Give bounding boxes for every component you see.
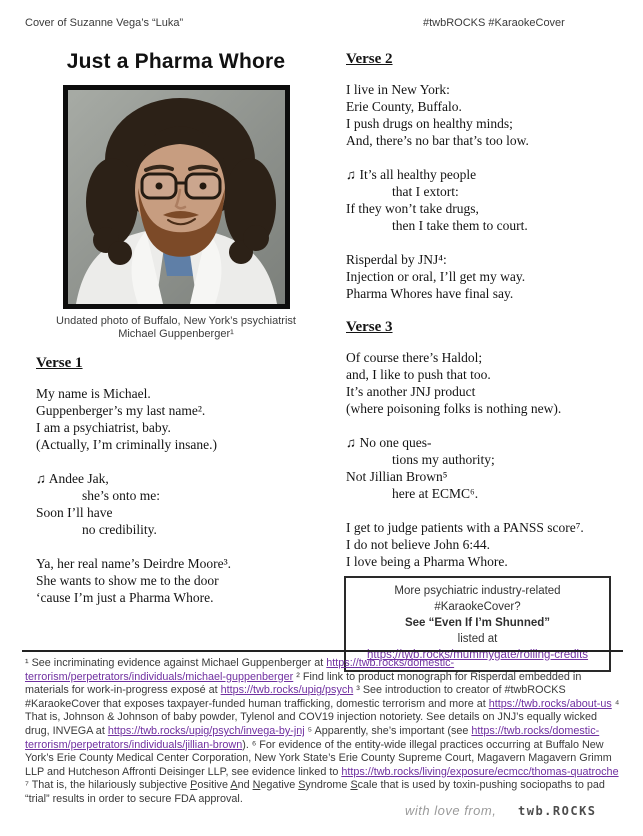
lyric-line: Guppenberger’s my last name². (36, 403, 206, 418)
stanza (346, 251, 632, 302)
footnote-text-segment: ositive (197, 779, 231, 792)
lyric-line: and, I like to push that too. (346, 367, 491, 382)
lyric-line: My name is Michael. (36, 386, 151, 401)
photo-caption (36, 315, 316, 341)
lyric-line: If they won’t take drugs, (346, 201, 479, 216)
footnote-separator (22, 650, 623, 652)
lyric-line: Of course there’s Haldol; (346, 350, 483, 365)
lyric-line: tions my authority; (392, 452, 495, 467)
lyric-line: Erie County, Buffalo. (346, 99, 462, 114)
verse-heading: Verse 3 (346, 319, 393, 335)
footnote-text-segment: A (230, 779, 238, 792)
promo-line3: listed at (457, 633, 498, 645)
photo-caption-line2: Michael Guppenberger¹ (118, 328, 234, 340)
footnote-link[interactable]: https://twb.rocks/upig/psych (220, 684, 354, 697)
lyric-line: here at ECMC⁶. (392, 486, 479, 501)
footer-tagline: with love from, (405, 803, 497, 818)
lyric-line: Injection or oral, I’ll get my way. (346, 269, 526, 284)
lyric-line: (Actually, I’m criminally insane.) (36, 437, 217, 452)
footnote-text-segment: yndrome (305, 779, 351, 792)
footnote-link[interactable]: https://twb.rocks/domestic-terrorism/perpetrators/individuals/jillian-brown (25, 724, 600, 751)
lyric-line: that I extort: (392, 184, 459, 199)
stanza (346, 519, 632, 570)
verse-heading: Verse 2 (346, 51, 393, 67)
stanza (346, 166, 632, 234)
footnote-text-segment: ⁷ That is, the hilariously subjective (25, 779, 191, 792)
footnote-text-segment: cale that is used by toxin-pushing sociopaths to pad “trial” results in order to secure FDA approval. (25, 779, 605, 805)
lyric-line: ♫ Andee Jak, (36, 471, 109, 486)
lyric-line: I am a psychiatrist, baby. (36, 420, 171, 435)
footnote-text-segment: S (298, 779, 306, 792)
lyric-line: ‘cause I’m just a Pharma Whore. (36, 590, 214, 605)
lyric-line: ♫ It’s all healthy people (346, 167, 477, 182)
verse-heading: Verse 1 (36, 355, 83, 371)
footnote-text-segment: ² Find link to product monograph for Risperdal embedded in materials for work-in-progress exposé at (25, 670, 582, 697)
stanza (346, 349, 632, 417)
footnote-link[interactable]: https://twb.rocks/upig/psych/invega-by-jnj (107, 724, 305, 737)
page-title: Just a Pharma Whore (66, 50, 286, 73)
promo-line1: More psychiatric industry-related #KaraokeCover? (394, 585, 561, 613)
verse-2 (346, 50, 632, 302)
psychiatrist-photo (63, 85, 290, 309)
stanza (36, 555, 328, 606)
lyric-line: Risperdal by JNJ⁴: (346, 252, 447, 267)
footnote-text-segment: N (252, 779, 261, 792)
footnote-text-segment: nd (237, 779, 253, 792)
footnote-text-segment: ). ⁶ For evidence of the entity-wide illegal practices occurring at Buffalo New York’s Erie County Medical Center Corporation, New York State’s Erie County Supreme Court, Magavern Magavern Grimm LLP and Hutcheson Affronti Deisinger LLP, see evidence linked to (25, 738, 612, 778)
footnote-text-segment: S (350, 779, 358, 792)
footnotes-text (25, 657, 622, 807)
footnote-link[interactable]: https://twb.rocks/domestic-terrorism/perpetrators/individuals/michael-guppenberger (25, 657, 455, 683)
lyric-line: Soon I’ll have (36, 505, 113, 520)
stanza (36, 385, 328, 453)
photo-caption-line1: Undated photo of Buffalo, New York’s psychiatrist (56, 315, 296, 327)
lyric-line: no credibility. (82, 522, 157, 537)
verse-1 (36, 354, 328, 606)
cover-attribution: Cover of Suzanne Vega’s “Luka” (25, 17, 184, 29)
eye-left (156, 183, 163, 190)
footer-brand: twb.ROCKS (518, 804, 597, 818)
lyric-line: (where poisoning folks is nothing new). (346, 401, 562, 416)
lyric-line: ♫ No one ques- (346, 435, 432, 450)
lyric-line: Pharma Whores have final say. (346, 286, 514, 301)
lyric-line: I love being a Pharma Whore. (346, 554, 508, 569)
lyric-line: I live in New York: (346, 82, 450, 97)
footnote-text-segment: ⁴ That is, Johnson & Johnson of baby powder, Tylenol and COV19 injection notoriety. See details on JNJ’s equally wicked drug, INVEGA at (25, 697, 620, 737)
footnote-text-segment: ¹ See incriminating evidence against Michael Guppenberger at (25, 657, 327, 669)
stanza (346, 434, 632, 502)
lyric-line: And, there’s no bar that’s too low. (346, 133, 529, 148)
lyric-line: then I take them to court. (392, 218, 528, 233)
verse-3 (346, 318, 632, 570)
lyric-line: She wants to show me to the door (36, 573, 219, 588)
footnote-text-segment: ⁵ Apparently, she’s important (see (304, 724, 472, 737)
lyric-line: Not Jillian Brown⁵ (346, 469, 448, 484)
lyric-line: she’s onto me: (82, 488, 160, 503)
stanza (346, 81, 632, 149)
right-column (346, 50, 632, 570)
footnote-link[interactable]: https://twb.rocks/about-us (488, 697, 612, 710)
footnote-text-segment: egative (260, 779, 299, 792)
portrait-illustration (68, 90, 285, 304)
lyric-line: I do not believe John 6:44. (346, 537, 490, 552)
footnote-link[interactable]: https://twb.rocks/living/exposure/ecmcc/thomas-quatroche (341, 765, 619, 778)
promo-song-title: See “Even If I’m Shunned” (404, 617, 551, 629)
promo-link[interactable]: https://twb.rocks/mummygate/rolling-credits (366, 649, 589, 661)
lyric-line: It’s another JNJ product (346, 384, 476, 399)
lyric-line: I push drugs on healthy minds; (346, 116, 513, 131)
lyric-line: I get to judge patients with a PANSS score⁷. (346, 520, 584, 535)
hashtags: #twbROCKS #KaraokeCover (423, 17, 565, 29)
stanza (36, 470, 328, 538)
eye-right (200, 183, 207, 190)
footnote-text-segment: ³ See introduction to creator of #twbROCKS #KaraokeCover that exposes taxpayer-funded human trafficking, domestic terrorism and more at (25, 684, 566, 710)
lyric-line: Ya, her real name’s Deirdre Moore³. (36, 556, 231, 571)
left-column (36, 50, 328, 606)
footnote-text-segment: P (190, 779, 198, 792)
